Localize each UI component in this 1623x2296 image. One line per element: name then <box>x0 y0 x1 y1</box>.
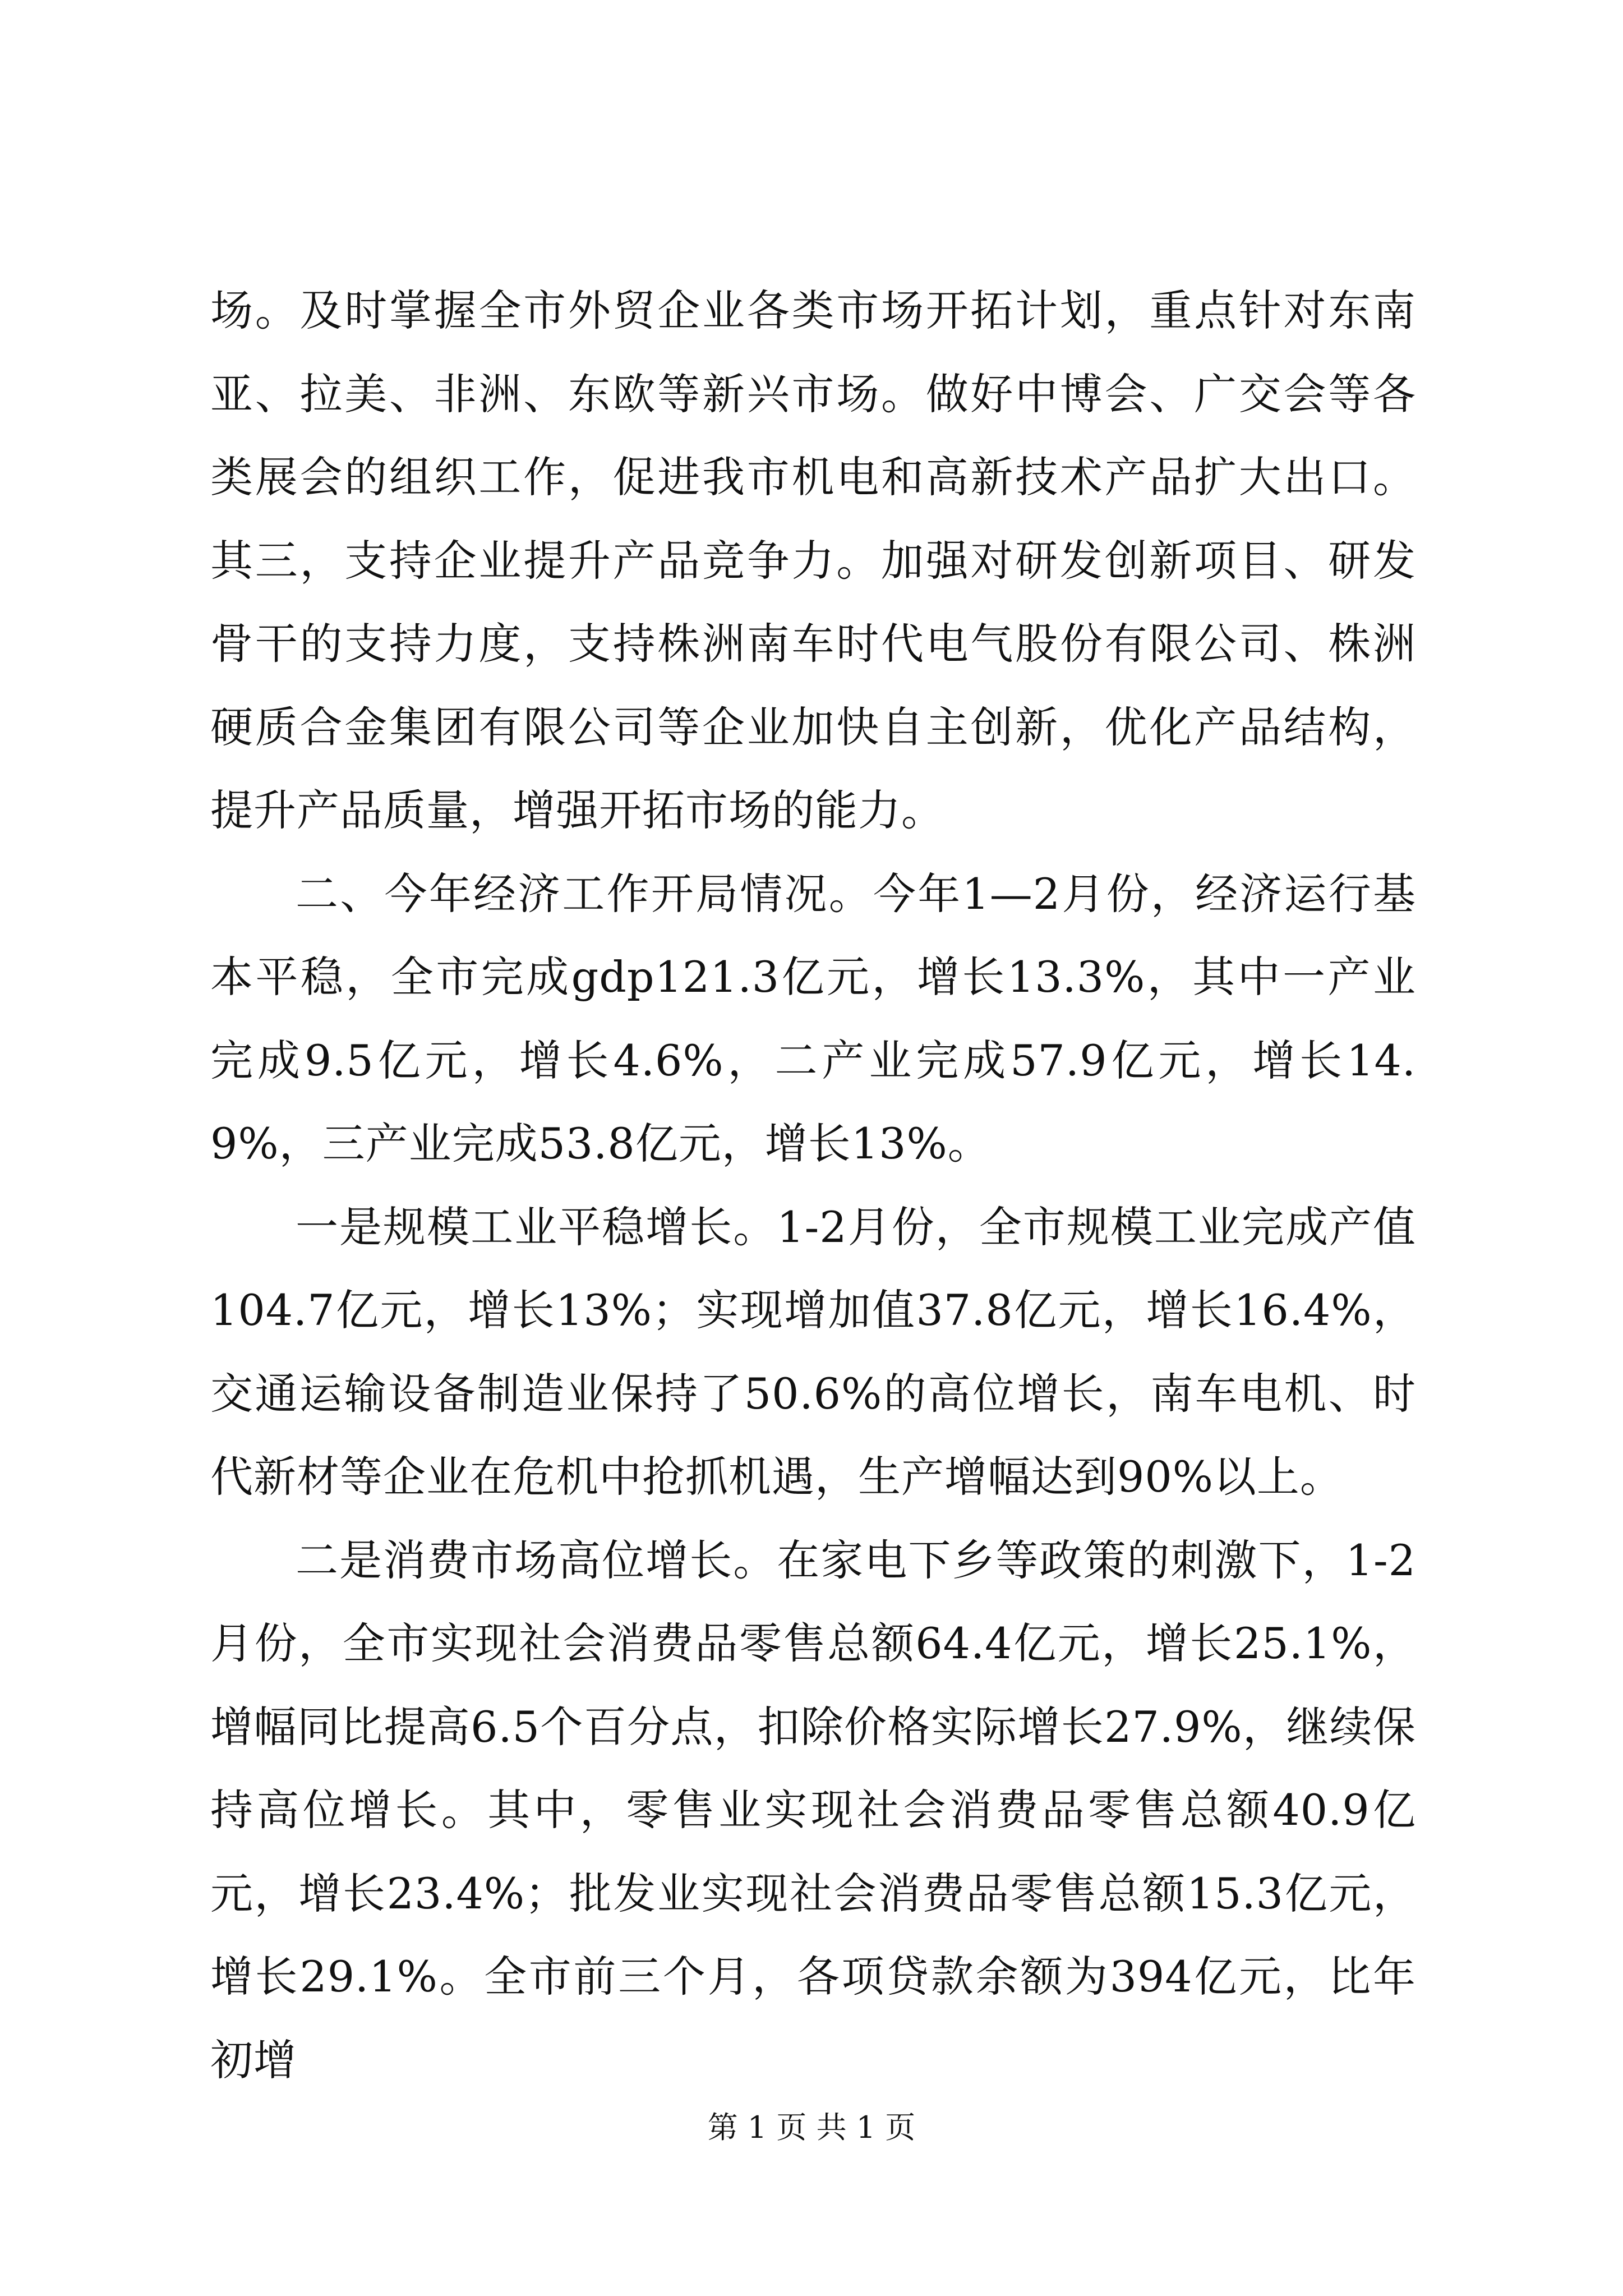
document-body <box>210 269 1416 2102</box>
paragraph-continuation: 场。及时掌握全市外贸企业各类市场开拓计划，重点针对东南亚、拉美、非洲、东欧等新兴市场。做好中博会、广交会等各类展会的组织工作，促进我市机电和高新技术产品扩大出口。其三，支持企业提升产品竞争力。加强对研发创新项目、研发骨干的支持力度，支持株洲南车时代电气股份有限公司、株洲硬质合金集团有限公司等企业加快自主创新，优化产品结构，提升产品质量，增强开拓市场的能力。 <box>210 286 1416 835</box>
page-footer: 第 1 页 共 1 页 <box>707 2110 916 2145</box>
paragraph-consumer-market: 二是消费市场高位增长。在家电下乡等政策的刺激下，1-2月份，全市实现社会消费品零售总额64.4亿元，增长25.1%，增幅同比提高6.5个百分点，扣除价格实际增长27.9%，继续保持高位增长。其中，零售业实现社会消费品零售总额40.9亿元，增长23.4%；批发业实现社会消费品零售总额15.3亿元，增长29.1%。全市前三个月，各项贷款余额为394亿元，比年初增 <box>210 1535 1416 2085</box>
paragraph-economic-overview: 二、今年经济工作开局情况。今年1—2月份，经济运行基本平稳，全市完成gdp121.3亿元，增长13.3%，其中一产业完成9.5亿元，增长4.6%，二产业完成57.9亿元，增长14.9%，三产业完成53.8亿元，增长13%。 <box>210 868 1416 1168</box>
paragraph-industry-growth: 一是规模工业平稳增长。1-2月份，全市规模工业完成产值104.7亿元，增长13%；实现增加值37.8亿元，增长16.4%，交通运输设备制造业保持了50.6%的高位增长，南车电机、时代新材等企业在危机中抢抓机遇，生产增幅达到90%以上。 <box>210 1202 1416 1502</box>
